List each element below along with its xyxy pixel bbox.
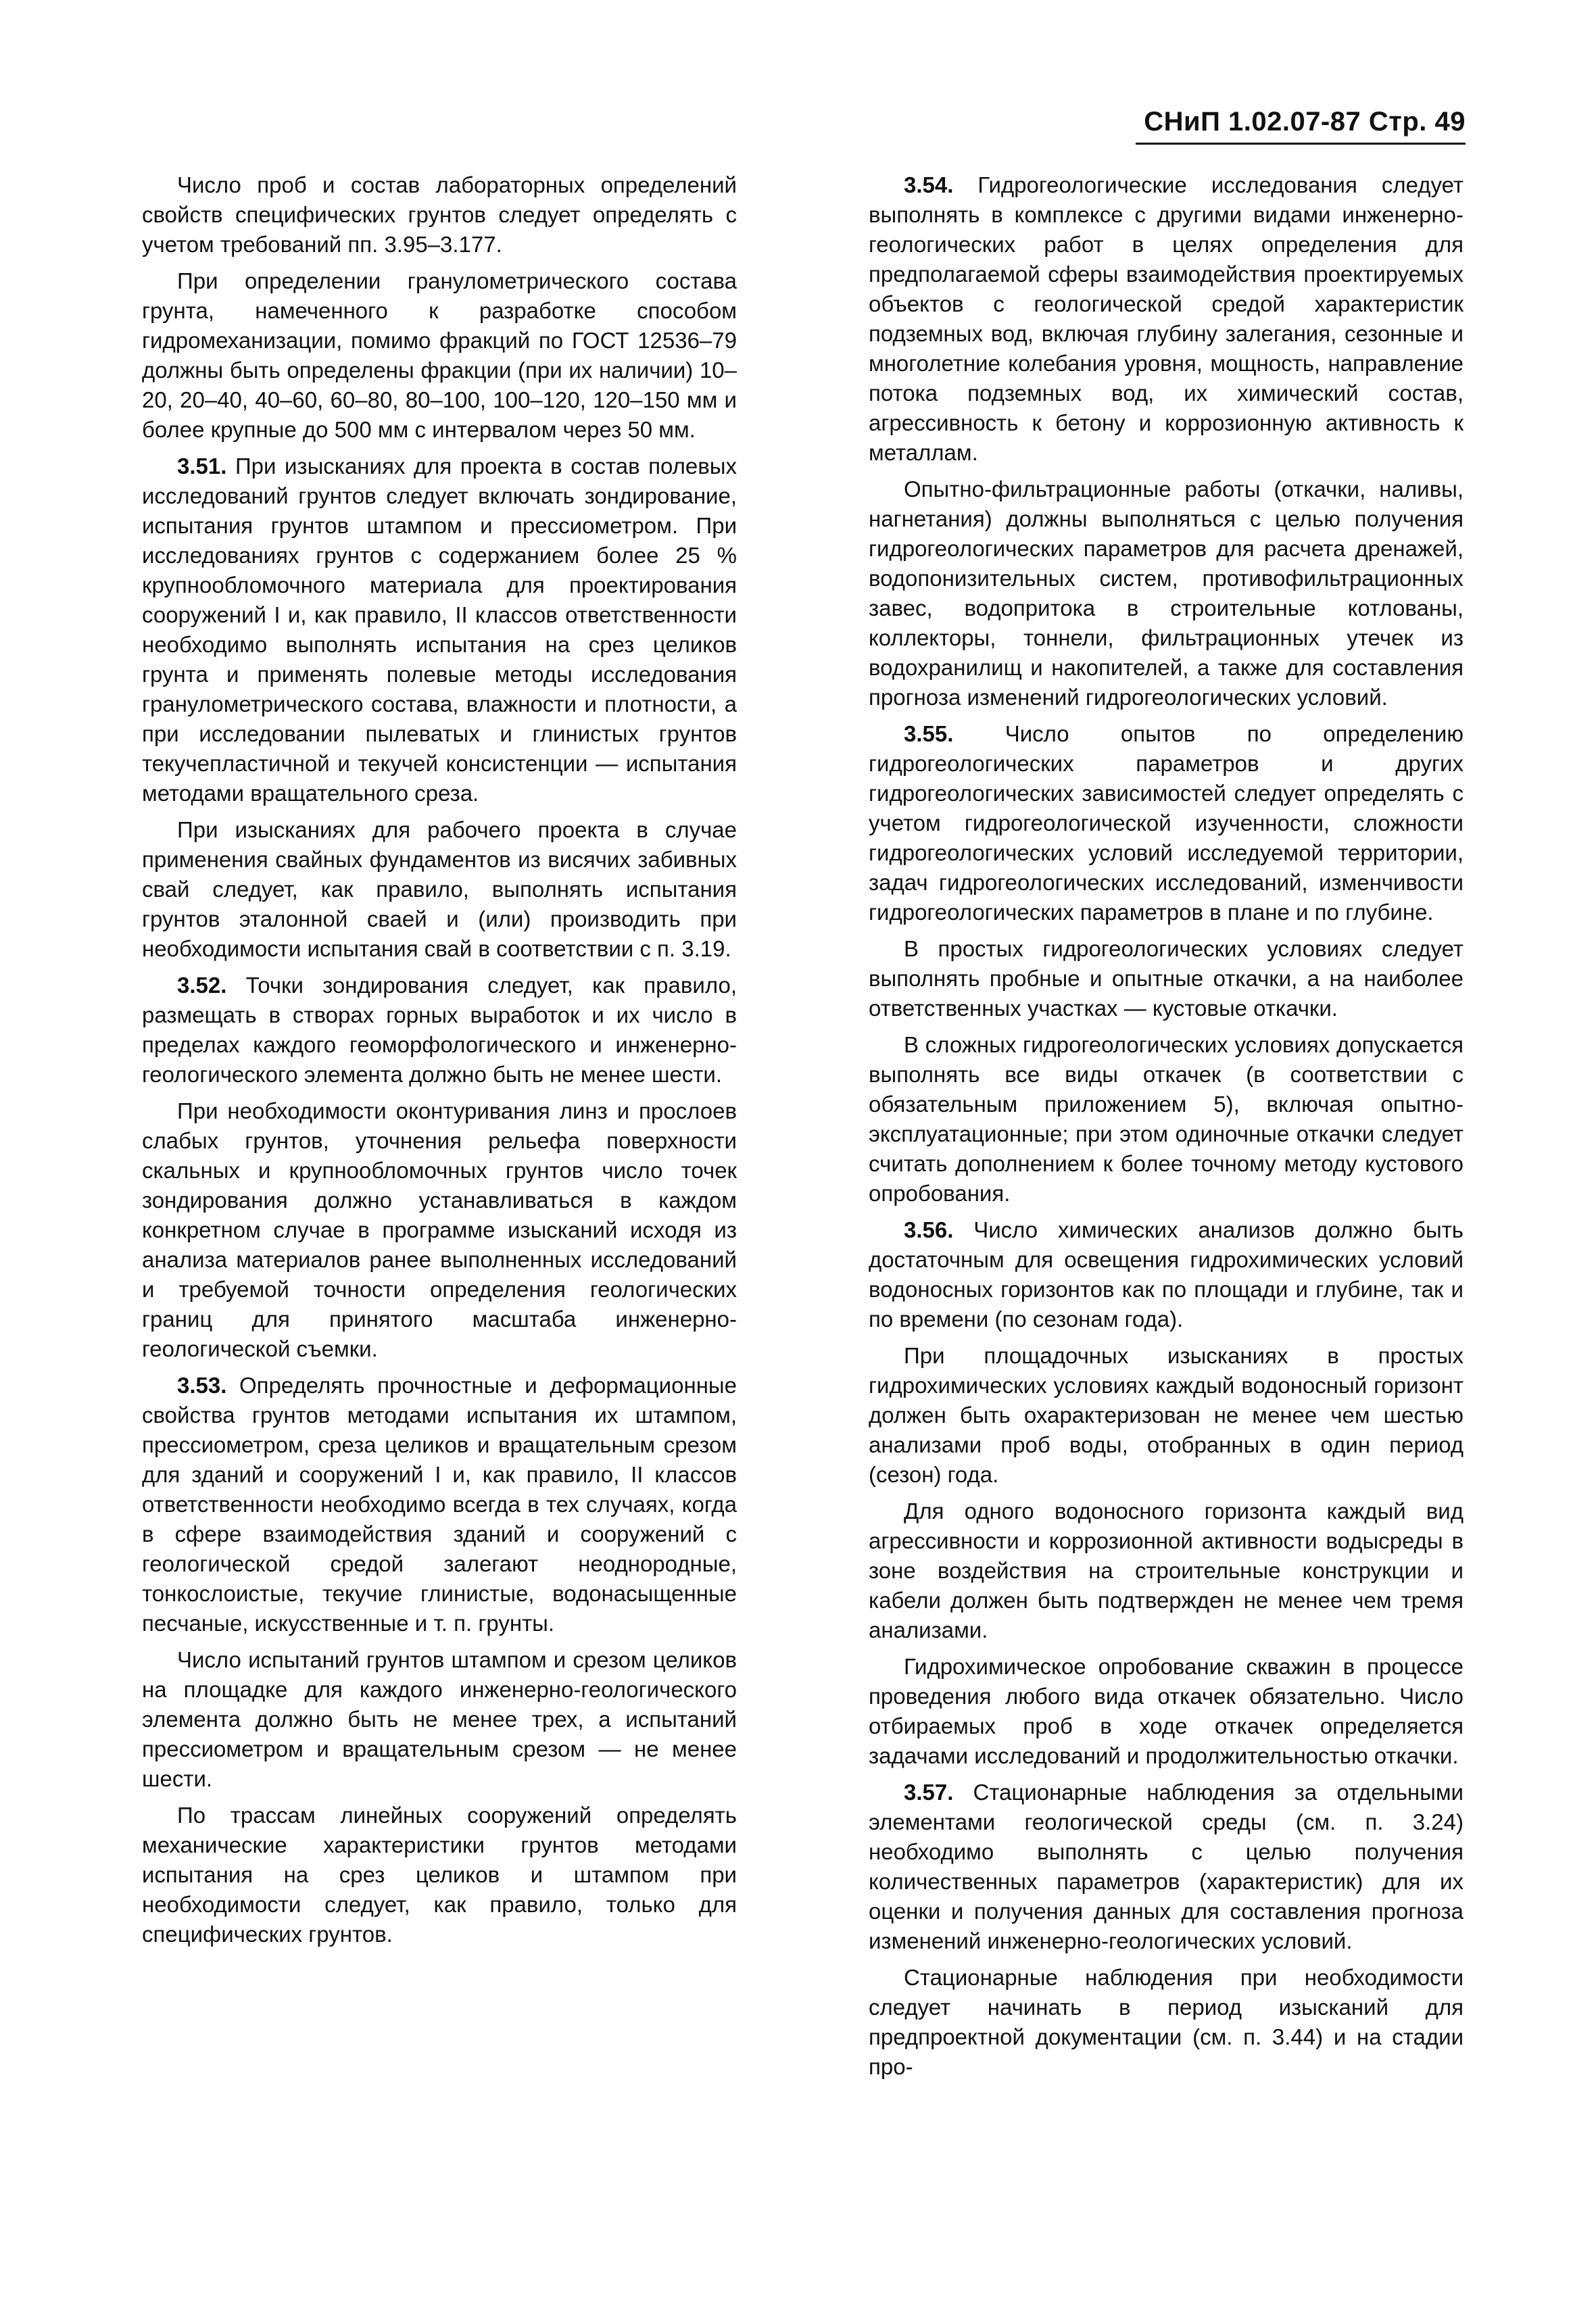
section-number: 3.55. [904,721,954,746]
section-number: 3.51. [177,454,227,479]
section-3-53: 3.53. Определять прочностные и деформационные свойства грунтов методами испытания их штампом, прессиометром, среза целиков и вращательным срезом для зданий и сооружений I и, как правило, II классов ответственности необходимо всегда в тех случаях, когда в сфере взаимодействия зданий и сооружений с геологической средой залегают неоднородные, тонкослоистые, текучие глинистые, водонасыщенные песчаные, искусственные и т. п. грунты. [142,1373,737,1636]
section-number: 3.56. [904,1217,954,1242]
paragraph: Гидрохимическое опробование скважин в процессе проведения любого вида откачек обязательно. Число отбираемых проб в ходе откачек определяется задачами исследований и продолжительностью откачки. [869,1654,1464,1768]
running-head: СНиП 1.02.07-87 Стр. 49 [1136,107,1466,145]
paragraph: В простых гидрогеологических условиях следует выполнять пробные и опытные откачки, а на наиболее ответственных участках — кустовые откачки. [869,936,1464,1021]
section-3-51: 3.51. При изысканиях для проекта в состав полевых исследований грунтов следует включать зондирование, испытания грунтов штампом и прессиометром. При исследованиях грунтов с содержанием более 25 % крупнообломочного материала для проектирования сооружений I и, как правило, II классов ответственности необходимо выполнять испытания на срез целиков грунта и применять полевые методы исследования гранулометрического состава, влажности и плотности, а при исследовании пылеватых и глинистых грунтов текучепластичной и текучей консистенции — испытания методами вращательного среза. [142,454,737,806]
right-column [869,170,1464,2089]
section-number: 3.53. [177,1373,227,1398]
paragraph: Число проб и состав лабораторных определений свойств специфических грунтов следует определять с учетом требований пп. 3.95–3.177. [142,172,737,257]
paragraph: При определении гранулометрического состава грунта, намеченного к разработке способом гидромеханизации, помимо фракций по ГОСТ 12536–79 должны быть определены фракции (при их наличии) 10–20, 20–40, 40–60, 60–80, 80–100, 100–120, 120–150 мм и более крупные до 500 мм с интервалом через 50 мм. [142,268,737,442]
paragraph: При необходимости оконтуривания линз и прослоев слабых грунтов, уточнения рельефа поверхности скальных и крупнообломочных грунтов число точек зондирования должно устанавливаться в каждом конкретном случае в программе изысканий исходя из анализа материалов ранее выполненных исследований и требуемой точности определения геологических границ для принятого масштаба инженерно-геологической съемки. [142,1098,737,1361]
paragraph: По трассам линейных сооружений определять механические характеристики грунтов методами испытания на срез целиков и штампом при необходимости следует, как правило, только для специфических грунтов. [142,1803,737,1947]
paragraph: При изысканиях для рабочего проекта в случае применения свайных фундаментов из висячих забивных свай следует, как правило, выполнять испытания грунтов эталонной сваей и (или) производить при необходимости испытания свай в соответствии с п. 3.19. [142,817,737,961]
section-3-52: 3.52. Точки зондирования следует, как правило, размещать в створах горных выработок и их число в пределах каждого геоморфологического и инженерно-геологического элемента должно быть не менее шести. [142,973,737,1087]
left-column [142,170,737,1956]
paragraph: Стационарные наблюдения при необходимости следует начинать в период изысканий для предпроектной документации (см. п. 3.44) и на стадии про- [869,1965,1464,2079]
section-number: 3.54. [904,172,954,197]
section-number: 3.57. [904,1780,954,1805]
paragraph: Для одного водоносного горизонта каждый вид агрессивности и коррозионной активности водысреды в зоне воздействия на строительные конструкции и кабели должен быть подтвержден не менее чем тремя анализами. [869,1498,1464,1642]
section-3-57: 3.57. Стационарные наблюдения за отдельными элементами геологической среды (см. п. 3.24) необходимо выполнять с целью получения количественных параметров (характеристик) для их оценки и получения данных для составления прогноза изменений инженерно-геологических условий. [869,1780,1464,1953]
paragraph: Число испытаний грунтов штампом и срезом целиков на площадке для каждого инженерно-геологического элемента должно быть не менее трех, а испытаний прессиометром и вращательным срезом — не менее шести. [142,1647,737,1791]
paragraph: В сложных гидрогеологических условиях допускается выполнять все виды откачек (в соответствии с обязательным приложением 5), включая опытно-эксплуатационные; при этом одиночные откачки следует считать дополнением к более точному методу кустового опробования. [869,1032,1464,1206]
section-3-56: 3.56. Число химических анализов должно быть достаточным для освещения гидрохимических условий водоносных горизонтов как по площади и глубине, так и по времени (по сезонам года). [869,1217,1464,1332]
section-3-55: 3.55. Число опытов по определению гидрогеологических параметров и других гидрогеологических зависимостей следует определять с учетом гидрогеологической изученности, сложности гидрогеологических условий исследуемой территории, задач гидрогеологических исследований, изменчивости гидрогеологических параметров в плане и по глубине. [869,721,1464,925]
section-3-54: 3.54. Гидрогеологические исследования следует выполнять в комплексе с другими видами инженерно-геологических работ в целях определения для предполагаемой сферы взаимодействия проектируемых объектов с геологической средой характеристик подземных вод, включая глубину залегания, сезонные и многолетние колебания уровня, мощность, направление потока подземных вод, их химический состав, агрессивность к бетону и коррозионную активность к металлам. [869,172,1464,465]
paragraph: При площадочных изысканиях в простых гидрохимических условиях каждый водоносный горизонт должен быть охарактеризован не менее чем шестью анализами проб воды, отобранных в один период (сезон) года. [869,1343,1464,1487]
section-number: 3.52. [177,973,227,998]
paragraph: Опытно-фильтрационные работы (откачки, наливы, нагнетания) должны выполняться с целью получения гидрогеологических параметров для расчета дренажей, водопонизительных систем, противофильтрационных завес, водопритока в строительные котлованы, коллекторы, тоннели, фильтрационных утечек из водохранилищ и накопителей, а также для составления прогноза изменений гидрогеологических условий. [869,477,1464,710]
